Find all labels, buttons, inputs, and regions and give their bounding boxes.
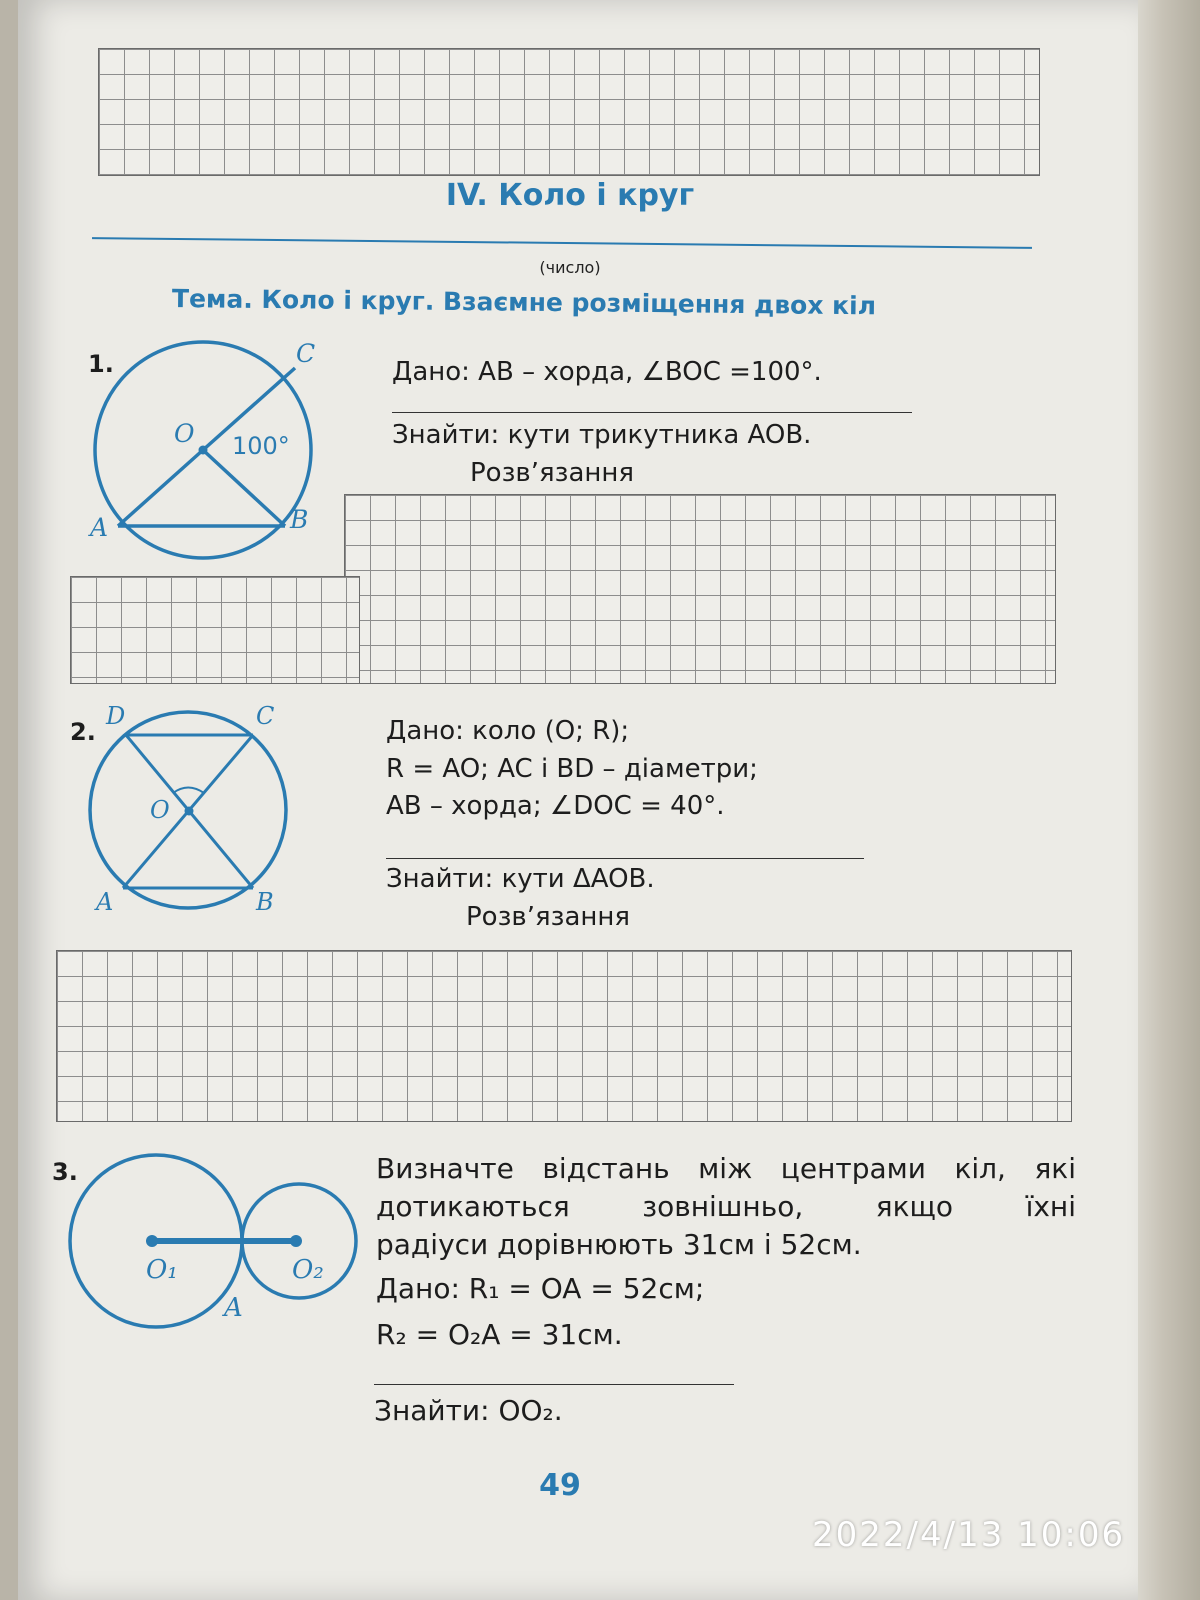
chapter-title: IV. Коло і круг [445, 178, 695, 213]
task2-given-line2: R = AO; AC і BD – діаметри; [386, 754, 758, 784]
date-caption: (число) [539, 258, 601, 277]
task1-number: 1. [88, 350, 114, 378]
task2-number: 2. [70, 718, 96, 746]
task3-statement-line3: радіуси дорівнюють 31см і 52см. [376, 1228, 862, 1261]
task1-solution-grid-lower [70, 576, 360, 684]
top-answer-grid [98, 48, 1040, 176]
task3-statement-line1: Визначте відстань між центрами кіл, які [376, 1152, 1076, 1185]
task1-label-c: C [296, 339, 316, 368]
task1-solution-grid-upper [344, 494, 1056, 684]
task2-label-c: C [256, 702, 275, 730]
task2-solution-grid [56, 950, 1072, 1122]
task3-find: Знайти: OO₂. [374, 1394, 563, 1427]
page-edge [1138, 0, 1200, 1600]
task2-label-d: D [106, 702, 126, 730]
task1-label-a: A [90, 513, 109, 542]
task1-given: Дано: AB – хорда, ∠BOC =100°. [392, 357, 822, 387]
task1-angle-label: 100° [232, 432, 290, 460]
task3-statement-line2: дотикаються зовнішньо, якщо їхні [376, 1190, 1076, 1223]
task3-given-line2: R₂ = O₂A = 31см. [376, 1318, 623, 1351]
task3-label-a: A [224, 1293, 243, 1323]
task2-given-line3: AB – хорда; ∠DOC = 40°. [386, 791, 725, 821]
photo-timestamp: 2022/4/13 10:06 [812, 1515, 1126, 1555]
task1-label-b: B [290, 505, 309, 534]
task3-given-line1: Дано: R₁ = OA = 52см; [376, 1272, 705, 1305]
task2-figure [88, 700, 338, 930]
task3-label-o1: O₁ [146, 1255, 178, 1285]
task3-number: 3. [52, 1158, 78, 1186]
task1-label-o: O [174, 419, 195, 448]
task2-label-a: A [96, 888, 114, 916]
task2-given-rule [386, 858, 864, 859]
task3-figure [70, 1140, 390, 1360]
task1-figure [90, 330, 350, 570]
task3-label-o2: O₂ [292, 1255, 324, 1285]
task2-solution-heading: Розв’язання [466, 902, 631, 932]
topic-heading: Тема. Коло і круг. Взаємне розміщення двох кіл [171, 284, 877, 321]
task2-find: Знайти: кути ΔAOB. [386, 864, 655, 894]
task1-given-rule [392, 412, 912, 413]
page-number: 49 [539, 1468, 581, 1503]
task1-solution-heading: Розв’язання [470, 458, 635, 488]
task1-find: Знайти: кути трикутника AOB. [392, 420, 812, 450]
task2-label-b: B [256, 888, 274, 916]
task2-label-o: O [150, 796, 170, 824]
task2-given-line1: Дано: коло (O; R); [386, 716, 630, 746]
task3-given-rule [374, 1384, 734, 1385]
